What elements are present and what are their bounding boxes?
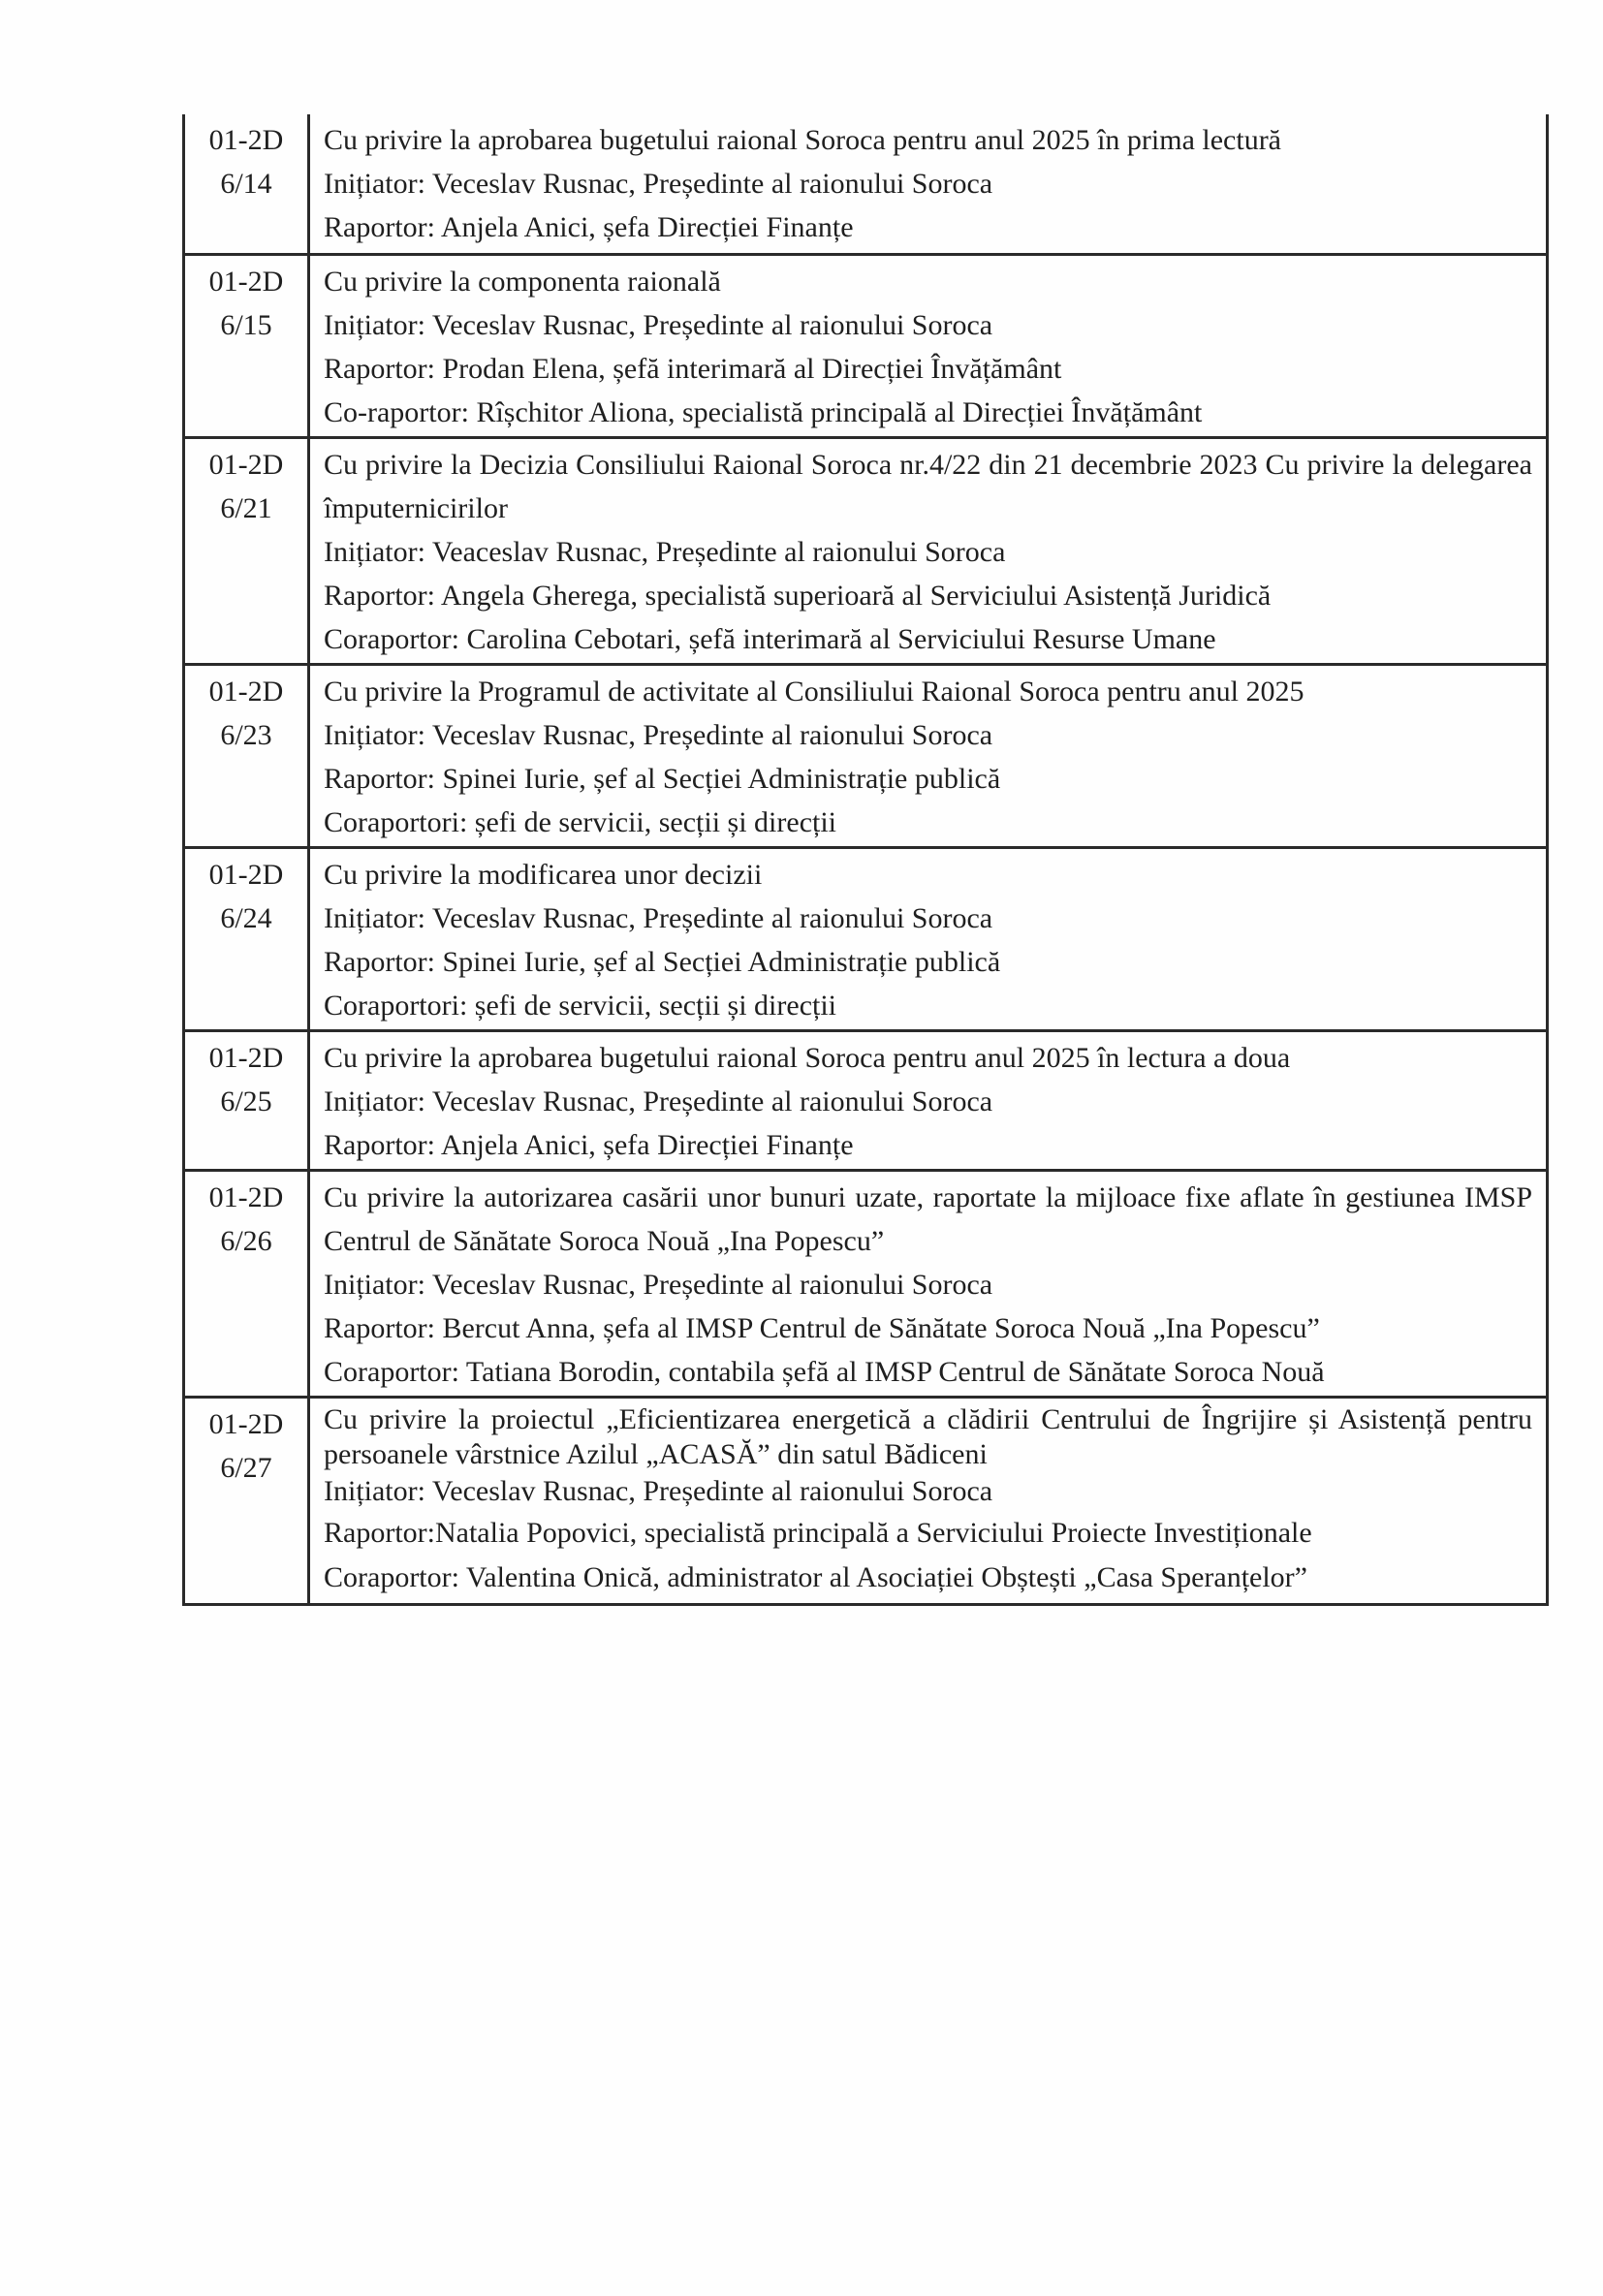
item-number: 6/27 — [220, 1451, 272, 1484]
table-row — [184, 114, 1548, 254]
item-number: 6/25 — [220, 1085, 272, 1117]
item-content-cell — [309, 254, 1548, 437]
item-code-cell — [184, 1397, 309, 1604]
item-reporter: Raportor:Natalia Popovici, specialistă principală a Serviciului Proiecte Investiționale — [324, 1516, 1312, 1549]
item-title: Cu privire la proiectul „Eficientizarea energetică a clădirii Centrului de Îngrijire și Asistență pentru persoanele vârstnice Azilul „ACASĂ” din satul Bădiceni — [324, 1402, 1532, 1470]
item-code: 01-2D — [208, 1407, 284, 1440]
item-code-cell — [184, 664, 309, 847]
item-content-cell — [309, 664, 1548, 847]
item-title: Cu privire la Decizia Consiliului Raional Soroca nr.4/22 din 21 decembrie 2023 Cu privire la delegarea împuternicirilor — [324, 448, 1532, 524]
item-code: 01-2D — [208, 858, 284, 891]
item-coreporter: Coraportor: Valentina Onică, administrator al Asociației Obștești „Casa Speranțelor” — [324, 1560, 1307, 1593]
item-content-cell — [309, 437, 1548, 664]
item-number: 6/23 — [220, 718, 272, 751]
agenda-table — [182, 114, 1549, 1606]
table-row — [184, 1170, 1548, 1397]
item-number: 6/26 — [220, 1224, 272, 1257]
item-title: Cu privire la Programul de activitate al Consiliului Raional Soroca pentru anul 2025 — [324, 675, 1304, 708]
item-content-cell — [309, 1030, 1548, 1170]
item-coreporter: Coraportor: Carolina Cebotari, șefă interimară al Serviciului Resurse Umane — [324, 622, 1216, 655]
item-code: 01-2D — [208, 448, 284, 481]
item-code-cell — [184, 254, 309, 437]
item-number: 6/14 — [220, 168, 272, 200]
item-code: 01-2D — [208, 675, 284, 708]
item-code-cell — [184, 1030, 309, 1170]
item-initiator: Inițiator: Veceslav Rusnac, Președinte al raionului Soroca — [324, 1268, 993, 1301]
item-coreporter: Coraportor: Tatiana Borodin, contabila șefă al IMSP Centrul de Sănătate Soroca Nouă — [324, 1355, 1325, 1388]
item-code: 01-2D — [208, 1041, 284, 1074]
item-initiator: Inițiator: Veceslav Rusnac, Președinte al raionului Soroca — [324, 718, 993, 751]
item-code: 01-2D — [208, 124, 284, 156]
item-code-cell — [184, 847, 309, 1030]
table-row — [184, 437, 1548, 664]
table-row — [184, 254, 1548, 437]
item-initiator: Inițiator: Veceslav Rusnac, Președinte al raionului Soroca — [324, 901, 993, 934]
item-content-cell — [309, 847, 1548, 1030]
item-initiator: Inițiator: Veceslav Rusnac, Președinte al raionului Soroca — [324, 1085, 993, 1117]
item-code-cell — [184, 437, 309, 664]
item-title: Cu privire la aprobarea bugetului raional Soroca pentru anul 2025 în prima lectură — [324, 124, 1281, 156]
item-content-cell — [309, 114, 1548, 254]
table-row — [184, 1030, 1548, 1170]
item-title: Cu privire la aprobarea bugetului raional Soroca pentru anul 2025 în lectura a doua — [324, 1041, 1291, 1074]
item-title: Cu privire la modificarea unor decizii — [324, 858, 763, 891]
item-code: 01-2D — [208, 1180, 284, 1213]
table-row — [184, 664, 1548, 847]
item-reporter: Raportor: Anjela Anici, șefa Direcției Finanțe — [324, 211, 854, 243]
item-initiator: Inițiator: Veceslav Rusnac, Președinte al raionului Soroca — [324, 1474, 993, 1507]
item-title: Cu privire la autorizarea casării unor bunuri uzate, raportate la mijloace fixe aflate în gestiunea IMSP Centrul de Sănătate Soroca Nouă „Ina Popescu” — [324, 1180, 1532, 1257]
item-reporter: Raportor: Anjela Anici, șefa Direcției Finanțe — [324, 1128, 854, 1161]
item-content-cell — [309, 1397, 1548, 1604]
item-coreporter: Coraportori: șefi de servicii, secții și direcții — [324, 805, 837, 838]
item-reporter: Raportor: Spinei Iurie, șef al Secției Administrație publică — [324, 945, 1001, 978]
item-code: 01-2D — [208, 265, 284, 298]
table-row — [184, 1397, 1548, 1604]
item-code-cell — [184, 114, 309, 254]
item-reporter: Raportor: Spinei Iurie, șef al Secției Administrație publică — [324, 762, 1001, 795]
item-title: Cu privire la componenta raională — [324, 265, 721, 298]
item-number: 6/15 — [220, 308, 272, 341]
item-content-cell — [309, 1170, 1548, 1397]
item-initiator: Inițiator: Veceslav Rusnac, Președinte al raionului Soroca — [324, 308, 993, 341]
item-code-cell — [184, 1170, 309, 1397]
table-row — [184, 847, 1548, 1030]
item-coreporter: Coraportori: șefi de servicii, secții și direcții — [324, 989, 837, 1022]
item-coreporter: Co-raportor: Rîșchitor Aliona, specialistă principală al Direcției Învățământ — [324, 395, 1203, 428]
item-number: 6/21 — [220, 491, 272, 524]
item-initiator: Inițiator: Veceslav Rusnac, Președinte al raionului Soroca — [324, 168, 993, 200]
item-initiator: Inițiator: Veaceslav Rusnac, Președinte al raionului Soroca — [324, 535, 1006, 568]
item-reporter: Raportor: Bercut Anna, șefa al IMSP Centrul de Sănătate Soroca Nouă „Ina Popescu” — [324, 1311, 1320, 1344]
item-reporter: Raportor: Prodan Elena, șefă interimară al Direcției Învățământ — [324, 352, 1062, 385]
item-reporter: Raportor: Angela Gherega, specialistă superioară al Serviciului Asistență Juridică — [324, 579, 1272, 612]
item-number: 6/24 — [220, 901, 272, 934]
